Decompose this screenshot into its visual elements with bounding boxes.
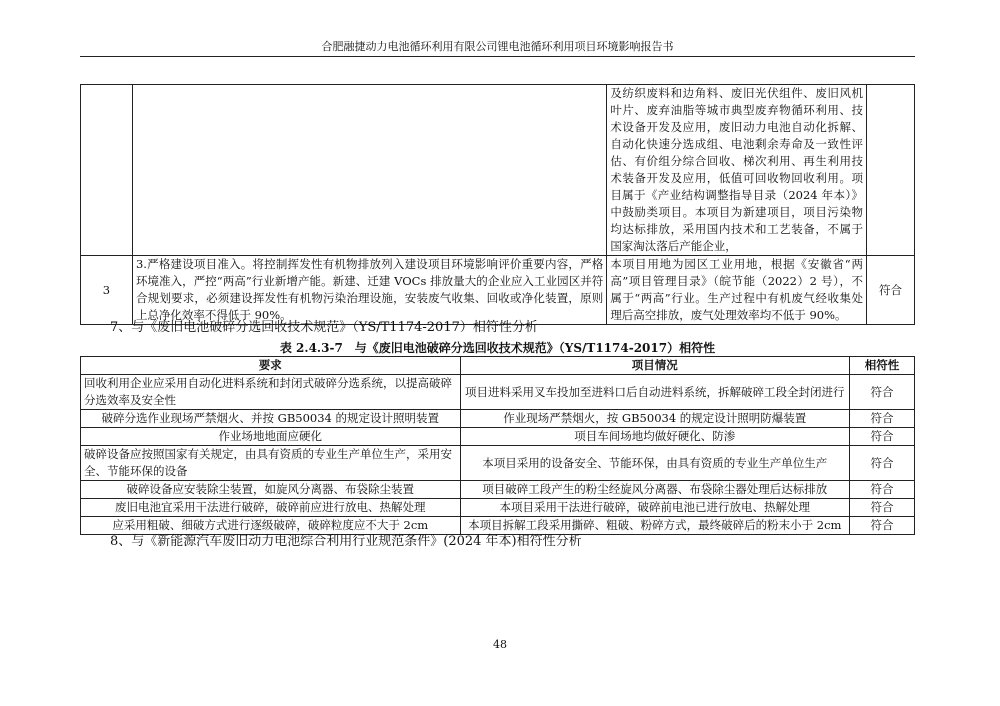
conformity-cell: 符合 — [850, 375, 915, 410]
situation-cell: 项目进料采用叉车投加至进料口后自动进料系统，拆解破碎工段全封闭进行 — [460, 375, 850, 410]
requirement-cell: 作业场地地面应硬化 — [81, 428, 461, 446]
compliance-table-continued — [80, 84, 915, 325]
requirement-cell: 应采用粗破、细破方式进行逐级破碎，破碎粒度应不大于 2cm — [81, 517, 461, 535]
situation-cell: 项目破碎工段产生的粉尘经旋风分离器、布袋除尘器处理后达标排放 — [460, 481, 850, 499]
requirement-cell — [132, 85, 606, 256]
table-row — [81, 428, 915, 446]
conformity-cell: 符合 — [867, 256, 915, 325]
conformity-cell: 符合 — [850, 517, 915, 535]
header-conformity: 相符性 — [850, 357, 915, 375]
table-row — [81, 481, 915, 499]
conformity-cell: 符合 — [850, 428, 915, 446]
situation-cell: 项目车间场地均做好硬化、防渗 — [460, 428, 850, 446]
conformity-cell — [867, 85, 915, 256]
table-row — [81, 410, 915, 428]
situation-cell: 本项目采用干法进行破碎，破碎前电池已进行放电、热解处理 — [460, 499, 850, 517]
requirement-cell: 破碎设备应按照国家有关规定，由具有资质的专业生产单位生产，采用安全、节能环保的设备 — [81, 446, 461, 481]
table-row — [81, 499, 915, 517]
table-caption: 表 2.4.3-7 与《废旧电池破碎分选回收技术规范》（YS/T1174-2017）相符性 — [279, 341, 716, 355]
requirement-cell: 回收利用企业应采用自动化进料系统和封闭式破碎分选系统，以提高破碎分选效率及安全性 — [81, 375, 461, 410]
conformity-cell: 符合 — [850, 499, 915, 517]
table-row — [81, 446, 915, 481]
requirement-cell: 破碎分选作业现场严禁烟火、并按 GB50034 的规定设计照明装置 — [81, 410, 461, 428]
section-heading-8: 8、与《新能源汽车废旧动力电池综合利用行业规范条件》(2024 年本)相符性分析 — [110, 534, 582, 549]
situation-cell: 本项目拆解工段采用撕碎、粗破、粉碎方式，最终破碎后的粉末小于 2cm — [460, 517, 850, 535]
table-row — [81, 85, 915, 256]
page-header: 合肥融捷动力电池循环利用有限公司锂电池循环利用项目环境影响报告书 — [321, 40, 674, 53]
table-row — [81, 256, 915, 325]
table-header-row — [81, 357, 915, 375]
page-number: 48 — [493, 638, 507, 651]
header-requirement: 要求 — [81, 357, 461, 375]
requirement-cell: 3.严格建设项目准入。将控制挥发性有机物排放列入建设项目环境影响评价重要内容，严格环境准入，严控“两高”行业新增产能。新建、迁建 VOCs 排放量大的企业应入工业园区并符合规划要求，必须建设挥发性有机物污染治理设施，安装废气收集、回收或净化装置，原则上总净化效率不得低于 90%。 — [132, 256, 606, 325]
row-number: 3 — [81, 256, 133, 325]
requirement-cell: 破碎设备应安装除尘装置，如旋风分离器、布袋除尘装置 — [81, 481, 461, 499]
conformity-cell: 符合 — [850, 446, 915, 481]
conformity-cell: 符合 — [850, 481, 915, 499]
situation-cell: 本项目采用的设备安全、节能环保，由具有资质的专业生产单位生产 — [460, 446, 850, 481]
ys-t1174-compliance-table — [80, 356, 915, 535]
section-heading-7: 7、与《废旧电池破碎分选回收技术规范》（YS/T1174-2017）相符性分析 — [110, 320, 538, 335]
header-divider — [80, 56, 915, 57]
header-situation: 项目情况 — [460, 357, 850, 375]
situation-cell: 及纺织废料和边角料、废旧光伏组件、废旧风机叶片、废弃油脂等城市典型废弃物循环利用、技术设备开发及应用，废旧动力电池自动化拆解、自动化快速分选成组、电池剩余寿命及一致性评估、有价组分综合回收、梯次利用、再生利用技术装备开发及应用，低值可回收物回收利用。项目属于《产业结构调整指导目录（2024 年本）》中鼓励类项目。本项目为新建项目，项目污染物均达标排放，采用国内技术和工艺装备，不属于国家淘汰落后产能企业， — [607, 85, 867, 256]
situation-cell: 作业现场严禁烟火，按 GB50034 的规定设计照明防爆装置 — [460, 410, 850, 428]
requirement-cell: 废旧电池宜采用干法进行破碎，破碎前应进行放电、热解处理 — [81, 499, 461, 517]
conformity-cell: 符合 — [850, 410, 915, 428]
table-row — [81, 375, 915, 410]
situation-cell: 本项目用地为园区工业用地，根据《安徽省“两高”项目管理目录》（皖节能（2022）2 号），不属于“两高”行业。生产过程中有机废气经收集处理后高空排放，废气处理效率均不低于 90%。 — [607, 256, 867, 325]
row-number — [81, 85, 133, 256]
